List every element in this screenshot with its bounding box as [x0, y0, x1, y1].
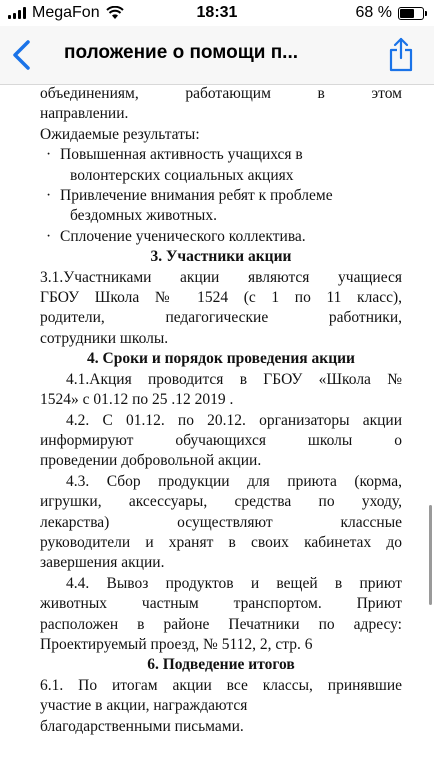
bullet-dot-icon: ·: [46, 187, 52, 205]
bullet-text: Повышенная активность учащихся в: [60, 146, 303, 164]
battery-percent: 68 %: [355, 4, 392, 21]
status-bar: [0, 0, 434, 26]
text-line: информируют обучающихся школы о: [40, 431, 402, 449]
status-right: [356, 4, 424, 22]
bullet-dot-icon: ·: [46, 146, 52, 164]
text-line: родители, педагогические работники,: [40, 309, 402, 327]
text-line: проведении добровольной акции.: [40, 452, 262, 470]
bullet-text: бездомных животных.: [70, 207, 217, 225]
text-line: 4.3. Сбор продукции для приюта (корма,: [66, 472, 402, 490]
text-line: игрушки, аксессуары, средства по уходу,: [40, 493, 402, 511]
bullet-text: Привлечение внимания ребят к проблеме: [60, 187, 333, 205]
section-heading: 4. Сроки и порядок проведения акции: [87, 350, 355, 368]
text-line: благодарственными письмами.: [40, 717, 244, 735]
text-line: 4.1.Акция проводится в ГБОУ «Школа №: [66, 370, 402, 388]
carrier-name: MegaFon: [32, 4, 100, 21]
text-line: завершения акции.: [40, 554, 165, 572]
scrollbar[interactable]: [429, 505, 432, 605]
share-icon[interactable]: [388, 36, 414, 72]
section-heading: 6. Подведение итогов: [147, 656, 295, 674]
text-line: 6.1. По итогам акции все классы, принявшие: [40, 676, 402, 694]
text-line: руководители и хранят в своих кабинетах до: [40, 533, 402, 551]
bullet-text: волонтерских социальных акциях: [70, 166, 294, 184]
battery-icon: [398, 7, 424, 20]
bullet-text: Сплочение ученического коллектива.: [60, 227, 306, 245]
text-line: животных частным транспортом. Приют: [40, 595, 402, 613]
text-line: объединениям, работающим в этом: [40, 85, 402, 102]
text-line: ГБОУ Школа № 1524 (с 1 по 11 класс),: [40, 289, 402, 307]
document-title: положение о помощи п...: [64, 42, 299, 63]
text-line: 1524» с 01.12 по 25 .12 2019 .: [40, 391, 234, 409]
text-line: расположен в районе Печатники по адресу:: [40, 615, 402, 633]
back-chevron-icon[interactable]: [8, 38, 36, 72]
text-line: сотрудники школы.: [40, 329, 169, 347]
bullet-dot-icon: ·: [46, 227, 52, 245]
text-line: Проектируемый проезд, № 5112, 2, стр. 6: [40, 635, 313, 653]
navigation-bar: [0, 26, 434, 85]
text-line: направлении.: [40, 105, 129, 123]
bullet-item: [40, 227, 402, 247]
battery-fill: [400, 9, 414, 18]
bullet-item: [40, 186, 402, 227]
text-line: 4.2. С 01.12. по 20.12. организаторы акции: [66, 411, 402, 429]
document-content[interactable]: [40, 84, 402, 770]
text-line: Ожидаемые результаты:: [40, 125, 200, 143]
section-heading: 3. Участники акции: [150, 248, 292, 266]
text-line: 4.4. Вывоз продуктов и вещей в приют: [66, 574, 402, 592]
bullet-item: [40, 145, 402, 186]
text-line: участие в акции, награждаются: [40, 697, 248, 715]
text-line: 3.1.Участниками акции являются учащиеся: [40, 268, 402, 286]
text-line: лекарства) осуществляют классные: [40, 513, 402, 531]
status-time: 18:31: [196, 4, 238, 21]
